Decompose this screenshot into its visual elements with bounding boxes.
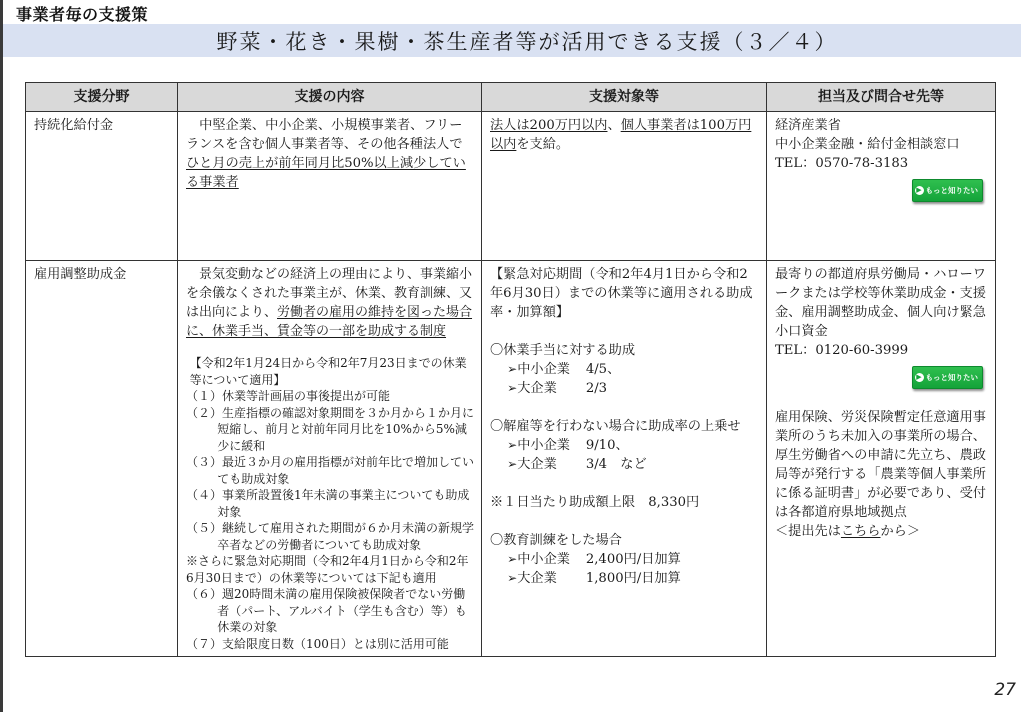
arrow-bullet-icon: ➢	[507, 457, 518, 471]
target-individual: 個人事業者は100万円以内	[490, 118, 752, 152]
emergency-note: ※さらに緊急対応期間（令和2年4月1日から令和2年6月30日まで）の休業等については下記も適用	[186, 554, 469, 585]
special-heading: 【令和2年1月24日から令和2年7月23日までの休業等について適用】	[189, 356, 467, 387]
content-text	[186, 116, 475, 192]
rate-line: ➢中小企業 9/10、	[507, 438, 629, 453]
header-field: 支援分野	[26, 83, 178, 112]
content-underlined: ひと月の売上が前年同月比50%以上減少している事業者	[186, 156, 466, 190]
measure-item: （２）生産指標の確認対象期間を３か月から１か月に短縮し、前月と対前年同月比を10%から5%減少に緩和	[186, 405, 475, 453]
learn-more-button[interactable]	[912, 366, 984, 389]
group-title: 〇教育訓練をした場合	[490, 533, 622, 548]
measure-item: （６）週20時間未満の雇用保険被保険者でない労働者（パート、アルバイト（学生も含む）等）も休業の対象	[186, 587, 467, 634]
measure-item: （７）支給限度日数（100日）とは別に活用可能	[186, 636, 449, 651]
table-header-row	[26, 83, 996, 112]
header-contact: 担当及び問合せ先等	[767, 83, 996, 112]
support-table	[25, 82, 996, 657]
content-text	[186, 265, 475, 341]
learn-more-label: もっと知りたい	[925, 186, 978, 195]
learn-more-label: もっと知りたい	[925, 373, 978, 382]
contact-note: 雇用保険、労災保険暫定任意適用事業所のうち未加入の事業所の場合、厚生労働省への申請に先立ち、農政局等が発行する「農業等個人事業所に係る証明書」が必要であり、受付は各都道府県地域拠点	[775, 410, 986, 520]
submit-link[interactable]: こちら	[840, 524, 881, 539]
rate-line: ➢大企業 3/4 など	[507, 457, 647, 472]
measure-item: （４）事業所設置後1年未満の事業主についても助成対象	[186, 488, 470, 519]
arrow-bullet-icon: ➢	[507, 552, 518, 566]
contact-cell	[767, 261, 996, 657]
field-name: 雇用調整助成金	[34, 267, 127, 282]
content-underlined: 労働者の雇用の維持を図った場合に、休業手当、賃金等の一部を助成する制度	[186, 305, 473, 339]
measure-item: （３）最近３か月の雇用指標が対前年比で増加していても助成対象	[186, 455, 475, 486]
target-cell	[482, 112, 767, 261]
arrow-bullet-icon: ➢	[507, 571, 518, 585]
measure-item: （１）休業等計画届の事後提出が可能	[186, 389, 391, 403]
contact-org: 経済産業省	[775, 118, 841, 133]
title-banner	[3, 24, 1021, 57]
target-cell	[482, 261, 767, 657]
field-cell	[26, 261, 178, 657]
arrow-right-circle-icon: ▶	[916, 373, 922, 381]
target-corporate: 法人は200万円以内	[490, 118, 608, 133]
rate-heading: 【緊急対応期間（令和2年4月1日から令和2年6月30日）までの休業等に適用される助成率・加算額】	[490, 267, 753, 320]
arrow-bullet-icon: ➢	[507, 438, 518, 452]
section-title: 事業者毎の支援策	[16, 5, 149, 24]
measure-item: （５）継続して雇用された期間が６か月未満の新規学卒者などの労働者についても助成対象	[186, 521, 475, 552]
contact-cell	[767, 112, 996, 261]
daily-cap: ※１日当たり助成額上限 8,330円	[490, 495, 700, 510]
table-row	[26, 112, 996, 261]
page-left-edge	[0, 0, 3, 712]
field-cell	[26, 112, 178, 261]
learn-more-button[interactable]	[912, 179, 984, 202]
header-content: 支援の内容	[178, 83, 482, 112]
target-sep: 、	[607, 118, 621, 133]
content-lead: 景気変動などの経済上の理由により、事業縮小を余儀なくされた事業主が、休業、教育訓練、又は出向により、	[186, 267, 473, 320]
rate-line: ➢中小企業 4/5、	[507, 362, 621, 377]
contact-text: 最寄りの都道府県労働局・ハローワークまたは学校等休業助成金・支援金、雇用調整助成金、個人向け緊急小口資金	[775, 267, 986, 339]
banner-title: 野菜・花き・果樹・茶生産者等が活用できる支援（３／４）	[216, 29, 838, 54]
target-tail: を支給。	[516, 137, 570, 152]
contact-tel: TEL：0120-60-3999	[775, 343, 909, 358]
page-number: 27	[994, 680, 1016, 700]
rate-line: ➢中小企業 2,400円/日加算	[507, 552, 681, 567]
content-cell	[178, 112, 482, 261]
table-row	[26, 261, 996, 657]
header-target: 支援対象等	[482, 83, 767, 112]
content-lead: 中堅企業、中小企業、小規模事業者、フリーランスを含む個人事業者等、その他各種法人で	[186, 118, 463, 152]
field-name: 持続化給付金	[34, 118, 114, 133]
contact-tel: TEL：0570-78-3183	[775, 156, 909, 171]
arrow-right-circle-icon: ▶	[916, 186, 922, 194]
rate-line: ➢大企業 2/3	[507, 381, 608, 396]
content-cell	[178, 261, 482, 657]
arrow-bullet-icon: ➢	[507, 381, 518, 395]
target-text	[490, 116, 760, 154]
submit-line: ＜提出先はこちらから＞	[775, 524, 921, 539]
group-title: 〇休業手当に対する助成	[490, 343, 636, 358]
group-title: 〇解雇等を行わない場合に助成率の上乗せ	[490, 419, 741, 434]
contact-desk: 中小企業金融・給付金相談窓口	[775, 137, 960, 152]
rate-line: ➢大企業 1,800円/日加算	[507, 571, 681, 586]
arrow-bullet-icon: ➢	[507, 362, 518, 376]
